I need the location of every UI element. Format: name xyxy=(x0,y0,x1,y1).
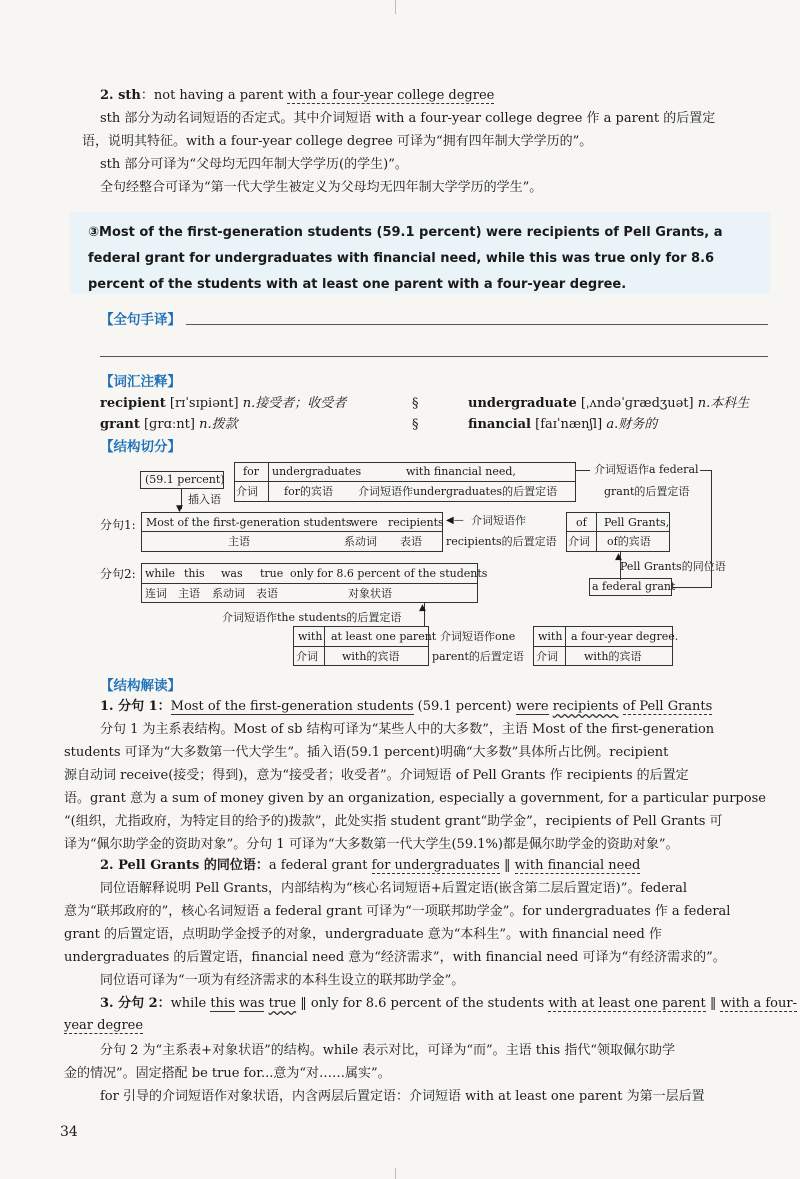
c1-mid-line2: recipients的后置定语 xyxy=(446,535,557,548)
top-tag-attr: 介词短语作undergraduates的后置定语 xyxy=(358,485,558,498)
vocab-item-grant xyxy=(100,415,238,435)
p1-line-1: students 可译为“大多数第一代大学生”。插入语(59.1 percent)明确“大多数”具体所占比例。recipient xyxy=(64,745,669,760)
p1-head: 1. 分句 1： xyxy=(100,699,171,714)
bottom-word-with: with xyxy=(298,630,323,643)
top-tag-prep: 介词 xyxy=(236,485,258,498)
p1-recipients: recipients xyxy=(552,699,619,714)
top-right-line1: 介词短语作a federal xyxy=(594,463,699,476)
p2-line-3: undergraduates 的后置定语，financial need 意为“经济需求”，with financial need 可译为“有经济需求的”。 xyxy=(64,950,726,965)
p3-h: with at least one parent xyxy=(548,996,706,1011)
bottom-tag-obj: with的宾语 xyxy=(342,650,400,663)
top-word-with: with financial need, xyxy=(406,465,516,478)
p3-continuation xyxy=(64,1016,143,1036)
p2-line-2: grant 的后置定语，点明助学金授予的对象，undergraduate 意为“本科生”。with financial need 作 xyxy=(64,927,662,942)
item2-phrase: with a four-year college degree xyxy=(287,88,495,103)
bottom-mid-line2: parent的后置定语 xyxy=(432,650,524,663)
vocab-phon: [rɪˈsɪpiənt] xyxy=(169,396,239,411)
c1-tag-linkverb: 系动词 xyxy=(344,535,377,548)
appos-connector xyxy=(672,587,712,588)
vocab-label: 【词汇注释】 xyxy=(100,374,181,390)
vocab-def: n.拨款 xyxy=(199,417,238,432)
item2-label: 2. sth xyxy=(100,88,141,103)
p3-line-0: 分句 2 为“主系表+对象状语”的结构。while 表示对比，可译为“而”。主语 this 指代“领取佩尔助学 xyxy=(100,1043,675,1058)
clause1-label: 分句1: xyxy=(100,518,136,532)
clause2-mid-line xyxy=(141,583,478,584)
clause1-mid-line xyxy=(141,531,443,532)
analysis-p2-heading xyxy=(100,856,640,876)
sentence-text: Most of the first-generation students (59.1 percent) were recipients of Pell Grants, a federal grant for undergraduates with financial need, while this was true only for 8.6 percent of the students with at least one parent with a four-year degree. xyxy=(88,225,723,292)
c2-note: 介词短语作the students的后置定语 xyxy=(222,611,402,624)
vocab-item-recipient xyxy=(100,394,346,414)
translate-label: 【全句手译】 xyxy=(100,312,181,328)
c2-word-true: true xyxy=(260,567,284,580)
clause1-right-mid xyxy=(566,531,670,532)
top-right-cap xyxy=(700,470,712,471)
p3-line-1: 金的情况”。固定搭配 be true for...意为“对……属实”。 xyxy=(64,1066,391,1081)
vocab-word: recipient xyxy=(100,396,166,411)
p3-f: true xyxy=(268,996,297,1011)
appos-right-line xyxy=(711,514,712,588)
appos-text: a federal grant xyxy=(592,580,676,593)
translation-line-2[interactable] xyxy=(100,356,768,357)
paren-text: (59.1 percent) xyxy=(145,473,225,486)
bottom-divider xyxy=(395,1168,396,1179)
item2-line4: 全句经整合可译为“第一代大学生被定义为父母均无四年制大学学历的学生”。 xyxy=(100,180,543,195)
p2-d: with financial need xyxy=(514,858,641,873)
p1-line-2: 源自动词 receive(接受；得到)，意为“接受者；收受者”。介词短语 of Pell Grants 作 recipients 的后置定 xyxy=(64,768,689,783)
translation-line-1[interactable] xyxy=(186,324,768,325)
p1-space2 xyxy=(618,699,622,714)
c2-tag-conj: 连词 xyxy=(145,587,167,600)
p3-line-2: for 引导的介词短语作对象状语，内含两层后置定语：介词短语 with at least one parent 为第一层后置 xyxy=(100,1089,705,1104)
item2-colon: ：not having a parent xyxy=(140,88,288,103)
c2-word-was: was xyxy=(221,567,243,580)
c2-word-only: only for 8.6 percent of the students xyxy=(290,567,488,580)
p1-line-3: 语。grant 意为 a sum of money given by an organization, especially a government, for a particular purpose xyxy=(64,791,766,806)
c1r-tag-obj: of的宾语 xyxy=(607,535,651,548)
bottom-right-tag-obj: with的宾语 xyxy=(584,650,642,663)
sentence-3 xyxy=(88,220,758,298)
p2-line-4: 同位语可译为“一项为有经济需求的本科生设立的联邦助学金”。 xyxy=(100,973,465,988)
p2-b: for undergraduates xyxy=(371,858,500,873)
p1-pell: of Pell Grants xyxy=(622,699,713,714)
p3-g: ‖ only for 8.6 percent of the students xyxy=(296,996,549,1011)
p3-a: while xyxy=(170,996,211,1011)
bottom-right-word-degree: a four-year degree. xyxy=(571,630,679,643)
p1-line-5: 译为“佩尔助学金的资助对象”。分句 1 可译为“大多数第一代大学生(59.1%)都是佩尔助学金的资助对象”。 xyxy=(64,837,679,852)
p2-line-0: 同位语解释说明 Pell Grants，内部结构为“核心名词短语+后置定语(嵌含第二层后置定语)”。federal xyxy=(100,881,688,896)
c1-mid-line1: 介词短语作 xyxy=(471,514,526,527)
item2-line3: sth 部分可译为“父母均无四年制大学学历(的学生)”。 xyxy=(100,157,408,172)
c2-note-up-head: ▲ xyxy=(419,603,426,613)
vocab-word: undergraduate xyxy=(468,396,577,411)
item2-heading xyxy=(100,86,494,106)
bottom-right-tag-prep: 介词 xyxy=(536,650,558,663)
vocab-phon: [ɡrɑːnt] xyxy=(143,417,195,432)
page-number: 34 xyxy=(60,1124,78,1140)
c2-tag-predicative: 表语 xyxy=(256,587,278,600)
c2-tag-adverbial: 对象状语 xyxy=(348,587,392,600)
vocab-def: n.接受者；收受者 xyxy=(242,396,347,411)
p2-a: a federal grant xyxy=(268,858,372,873)
bottom-tag-prep: 介词 xyxy=(296,650,318,663)
appos-up-head: ▲ xyxy=(615,552,622,562)
sentence-number: ③ xyxy=(88,225,100,240)
c1r-tag-prep: 介词 xyxy=(568,535,590,548)
p3-j: with a four- xyxy=(720,996,797,1011)
vocab-word: grant xyxy=(100,417,140,432)
appos-label: Pell Grants的同位语 xyxy=(620,560,726,573)
p1-line-0: 分句 1 为主系表结构。Most of sb 结构可译为“某些人中的大多数”，主语 Most of the first-generation xyxy=(100,722,715,737)
c1-word-recipients: recipients xyxy=(388,516,444,529)
vocab-sep-2: § xyxy=(412,417,419,432)
bottom-mid-line1: 介词短语作one xyxy=(440,630,516,643)
vocab-item-undergraduate xyxy=(468,394,749,414)
p2-c: ‖ xyxy=(499,858,515,873)
bottom-mid-line xyxy=(293,646,429,647)
vocab-item-financial xyxy=(468,415,657,435)
c1-tag-subject: 主语 xyxy=(228,535,250,548)
p2-line-1: 意为“联邦政府的”，核心名词短语 a federal grant 可译为“一项联邦助学金”。for undergraduates 作 a federal xyxy=(64,904,731,919)
c1-word-subject: Most of the first-generation students xyxy=(146,516,352,529)
vocab-def: a.财务的 xyxy=(606,417,658,432)
p1-subject: Most of the first-generation students xyxy=(170,699,414,714)
clause1-right-div xyxy=(596,512,597,552)
top-div-1 xyxy=(268,462,269,502)
top-divider xyxy=(395,0,396,14)
analysis-p3-heading xyxy=(100,994,797,1014)
p3-k: year degree xyxy=(64,1018,144,1033)
p1-paren: (59.1 percent) xyxy=(413,699,516,714)
p3-d: was xyxy=(238,996,265,1011)
c1r-word-of: of xyxy=(576,516,587,529)
top-right-line2: grant的后置定语 xyxy=(604,485,690,498)
vocab-word: financial xyxy=(468,417,531,432)
top-tag-obj: for的宾语 xyxy=(284,485,333,498)
top-right-drop xyxy=(711,470,712,514)
c1-tag-predicative: 表语 xyxy=(400,535,422,548)
item2-line2: 语，说明其特征。with a four-year college degree 可译为“拥有四年制大学学历的”。 xyxy=(82,134,593,149)
p3-i: ‖ xyxy=(705,996,721,1011)
top-word-undergraduates: undergraduates xyxy=(272,465,362,478)
item2-line1: sth 部分为动名词短语的否定式。其中介词短语 with a four-year college degree 作 a parent 的后置定 xyxy=(100,111,716,126)
vocab-phon: [faɪˈnænʃl] xyxy=(535,417,603,432)
bottom-right-word-with: with xyxy=(538,630,563,643)
c1-word-were: were xyxy=(350,516,378,529)
top-right-connector xyxy=(576,470,590,471)
analysis-label: 【结构解读】 xyxy=(100,678,181,694)
c2-word-this: this xyxy=(184,567,205,580)
p1-line-4: “(组织，尤指政府，为特定目的给予的)拨款”，此处实指 student grant“助学金”，recipients of Pell Grants 可 xyxy=(64,814,723,829)
p2-head: 2. Pell Grants 的同位语： xyxy=(100,858,269,873)
c1r-word-pell: Pell Grants, xyxy=(604,516,670,529)
analysis-p1-heading xyxy=(100,697,712,717)
bottom-word-parent: at least one parent xyxy=(331,630,437,643)
paren-arrow-head: ▼ xyxy=(176,504,183,514)
c2-tag-linkverb: 系动词 xyxy=(212,587,245,600)
c2-tag-subject: 主语 xyxy=(178,587,200,600)
p3-b: this xyxy=(210,996,235,1011)
clause2-label: 分句2: xyxy=(100,567,136,581)
bottom-right-mid xyxy=(533,646,673,647)
top-mid-line xyxy=(234,481,576,482)
c2-word-while: while xyxy=(145,567,176,580)
vocab-def: n.本科生 xyxy=(697,396,750,411)
vocab-sep-1: § xyxy=(412,396,419,411)
p1-were: were xyxy=(515,699,549,714)
structure-label: 【结构切分】 xyxy=(100,439,181,455)
p3-head: 3. 分句 2： xyxy=(100,996,171,1011)
c1-mid-arrow: ◀— xyxy=(446,515,464,526)
top-word-for: for xyxy=(243,465,259,478)
vocab-phon: [ˌʌndəˈɡrædʒuət] xyxy=(580,396,694,411)
insert-label: 插入语 xyxy=(188,493,221,506)
